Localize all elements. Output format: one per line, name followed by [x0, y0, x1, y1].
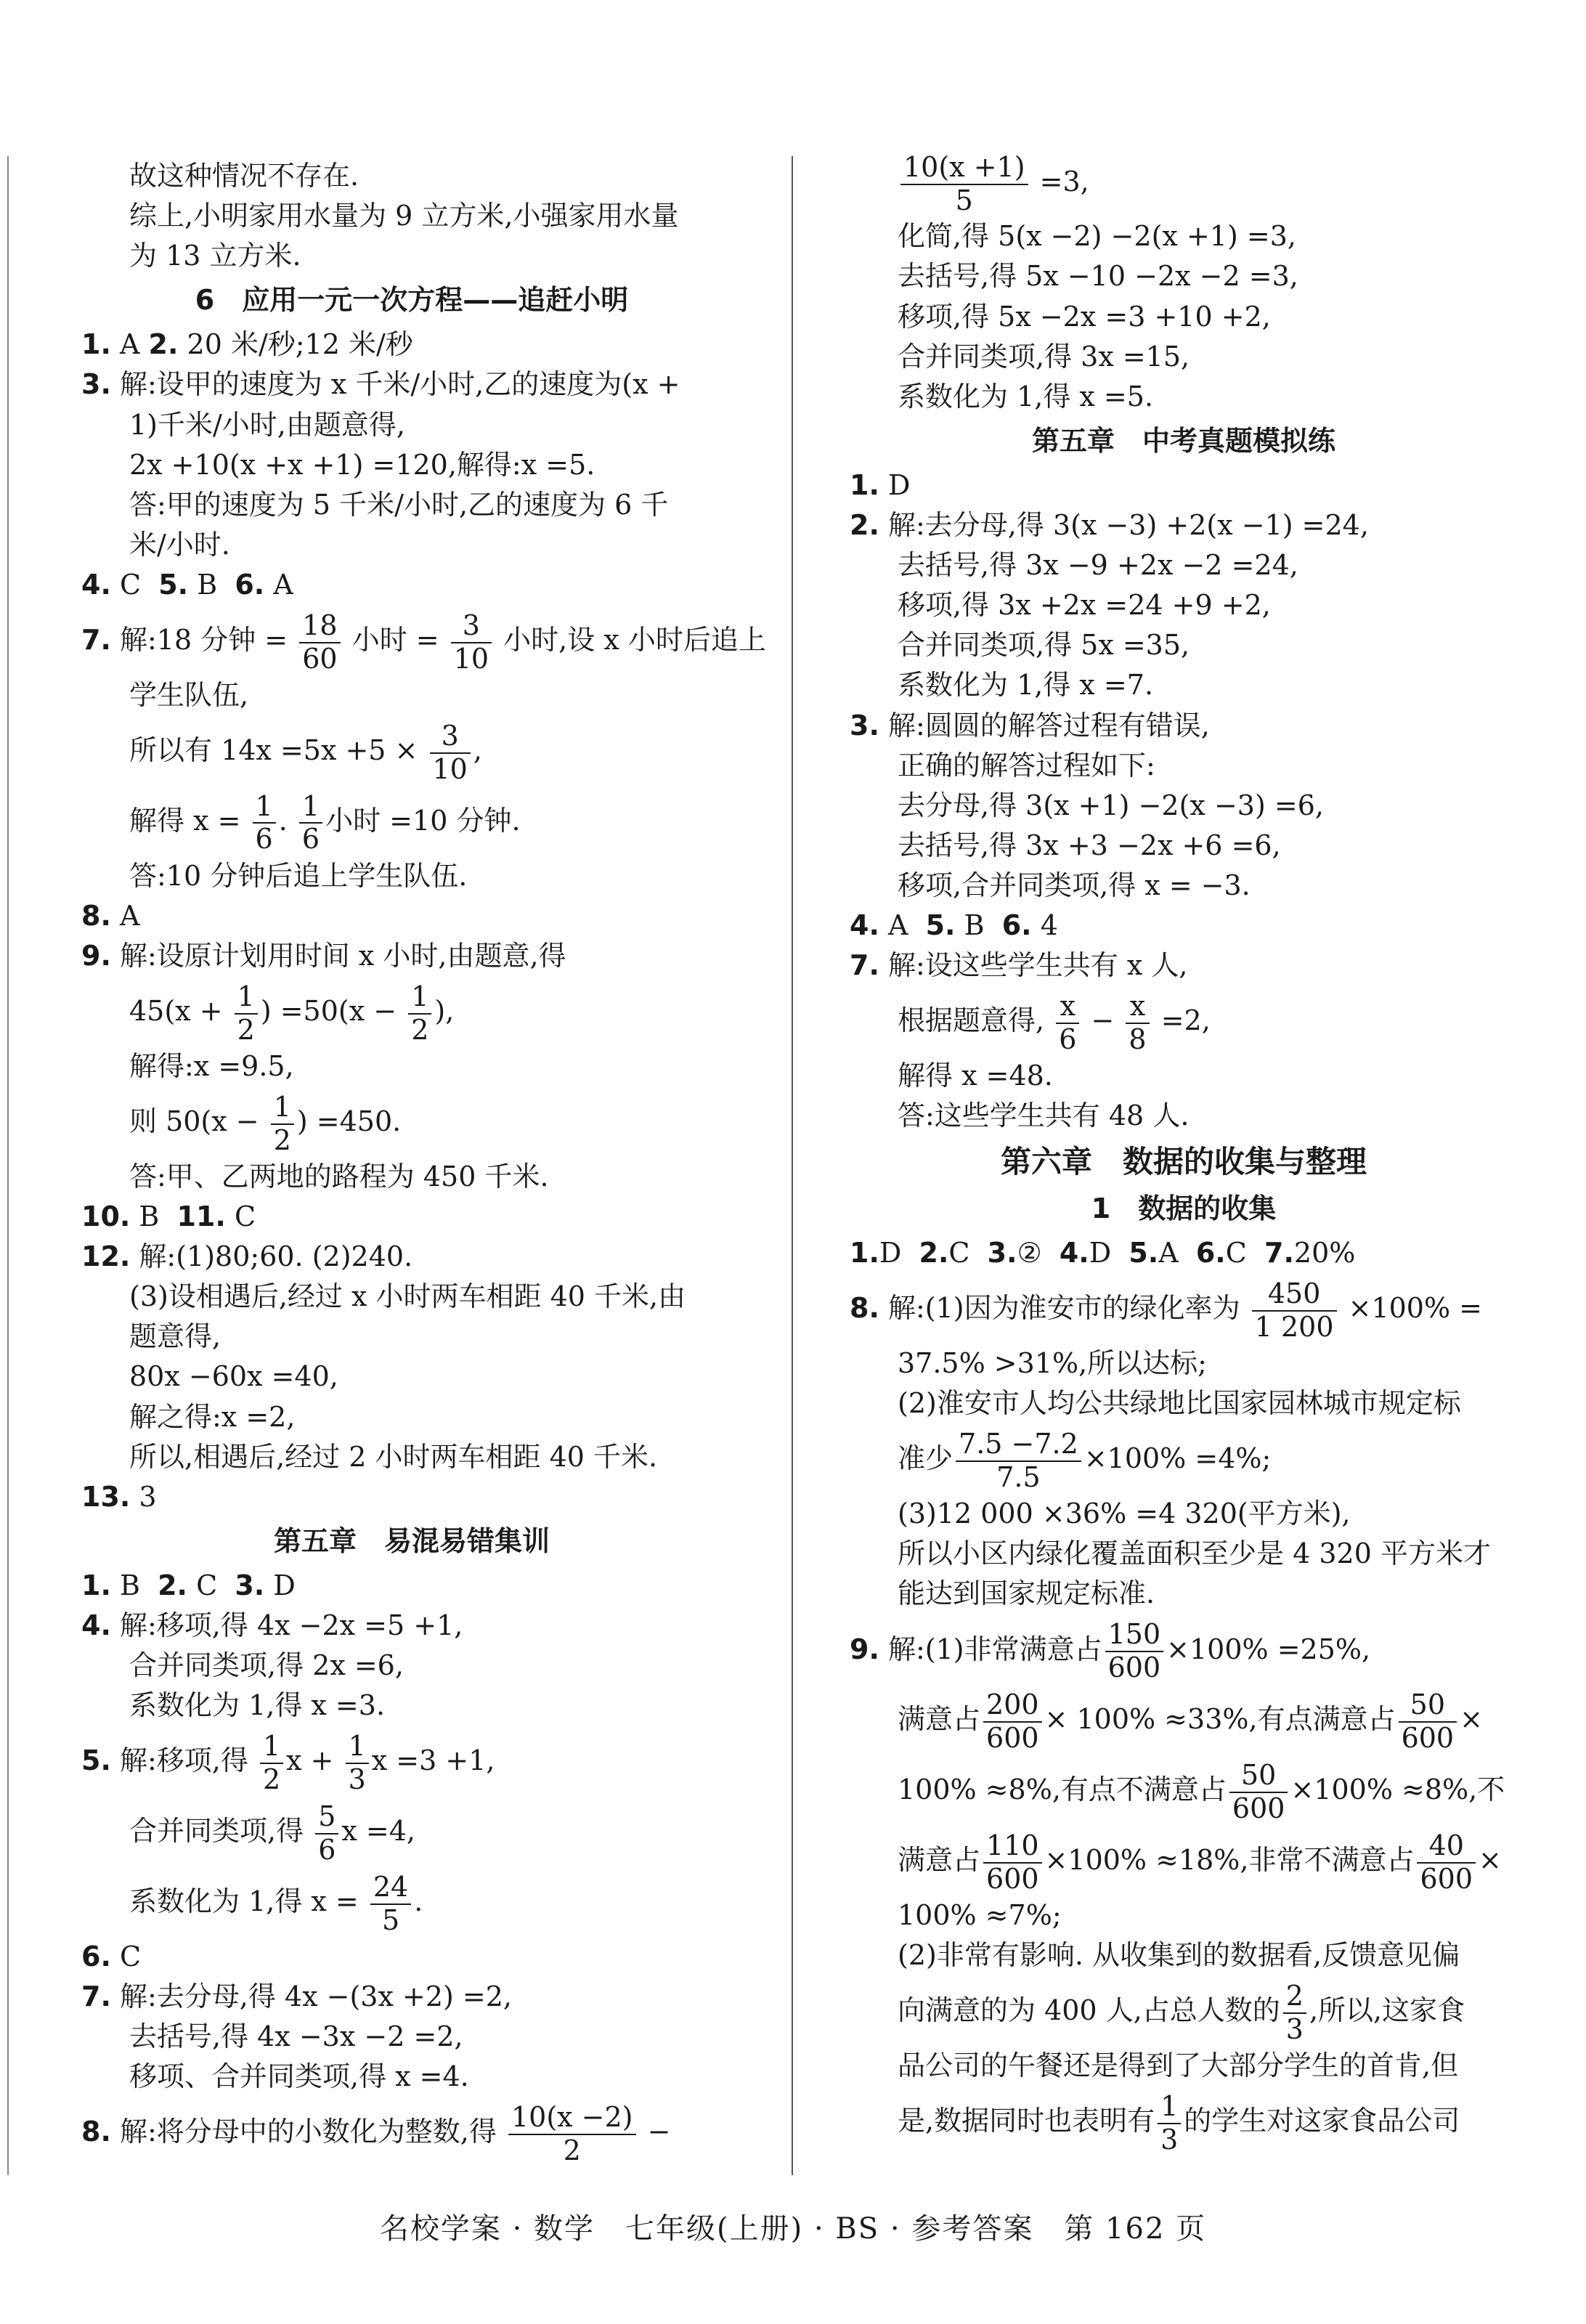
numerator: x [1056, 991, 1079, 1024]
text-span: , [473, 734, 482, 767]
answer-line [81, 1237, 742, 1277]
section-heading: 1 数据的收集 [1091, 1193, 1277, 1225]
text-line: 移项,得 3x +2x =24 +9 +2, [898, 589, 1271, 622]
fraction [983, 1689, 1042, 1754]
answer-line [81, 1566, 742, 1606]
question-number: 6. [1001, 909, 1032, 941]
text-line [81, 715, 742, 786]
fraction [299, 791, 322, 856]
text-line: (3)设相遇后,经过 x 小时两车相距 40 千米,由 [129, 1280, 686, 1313]
text-line [850, 1975, 1518, 2046]
answer-text: A [1158, 1237, 1179, 1269]
fraction [271, 1092, 294, 1156]
denominator: 7.5 [996, 1460, 1041, 1493]
answer-line [81, 1197, 742, 1237]
text-line: 答:10 分钟后追上学生队伍. [129, 859, 468, 892]
question-number: 4. [81, 1609, 111, 1641]
text-line: 80x −60x =40, [129, 1360, 338, 1393]
column-divider [792, 156, 793, 2175]
text-line [81, 1866, 742, 1937]
text-span: ×100% ≈8%,不 [1290, 1774, 1505, 1806]
text-line: 品公司的午餐还是得到了大部分学生的首肯,但 [898, 2049, 1459, 2082]
denominator: 3 [348, 1763, 366, 1795]
answer-text: B [197, 568, 218, 601]
fraction [253, 791, 276, 856]
text-line: 为 13 立方米. [129, 240, 301, 272]
numerator: 2 [1283, 1980, 1306, 2014]
fraction [315, 1801, 338, 1866]
numerator: 50 [1229, 1760, 1288, 1793]
answer-text: B [964, 909, 985, 941]
fraction [1158, 2091, 1181, 2156]
answer-text: C [119, 568, 142, 601]
text-line: 去括号,得 5x −10 −2x −2 =3, [898, 260, 1298, 293]
text-line: 答:甲、乙两地的路程为 450 千米. [129, 1160, 549, 1193]
answer-line [81, 2097, 742, 2167]
text-line: 37.5% >31%,所以达标; [898, 1347, 1207, 1380]
question-number: 5. [158, 568, 189, 601]
denominator: 3 [1160, 2123, 1179, 2156]
text-span: ) =450. [296, 1105, 402, 1138]
text-line: 故这种情况不存在. [129, 160, 359, 192]
answer-line [850, 706, 1518, 746]
text-line: (2)淮安市人均公共绿地比国家园林城市规定标 [898, 1387, 1461, 1420]
fraction [1399, 1689, 1457, 1754]
text-line: 题意得, [129, 1320, 221, 1353]
answer-text: A [119, 899, 140, 932]
question-number: 6. [235, 568, 265, 601]
text-span: x + [286, 1744, 334, 1777]
question-number: 3. [235, 1569, 265, 1601]
numerator: 1 [408, 981, 431, 1015]
text-span: ) =50(x − [260, 995, 397, 1028]
numerator: 1 [346, 1731, 369, 1764]
answer-text: D [273, 1569, 296, 1601]
text-line: (2)非常有影响. 从收集到的数据看,反馈意见偏 [898, 1939, 1460, 1972]
question-number: 1. [81, 1569, 111, 1601]
denominator: 6 [1059, 1023, 1077, 1055]
text-line: 所以小区内绿化覆盖面积至少是 4 320 平方米才 [898, 1537, 1491, 1570]
numerator: 7.5 −7.2 [956, 1429, 1081, 1462]
text-line: 去括号,得 3x +3 −2x +6 =6, [898, 829, 1281, 861]
right-column [850, 151, 1518, 2156]
text-line: 答:这些学生共有 48 人. [898, 1100, 1190, 1132]
answer-text: C [119, 1940, 142, 1972]
text-span: . [414, 1885, 423, 1918]
answer-text: 解:18 分钟 = [119, 624, 288, 657]
text-line [850, 1423, 1518, 1494]
answer-line [850, 466, 1518, 505]
numerator: 10(x +1) [900, 152, 1028, 185]
text-line [850, 986, 1518, 1056]
answer-text: D [1089, 1237, 1112, 1269]
question-number: 7. [850, 949, 879, 982]
text-span: − [647, 2116, 671, 2148]
question-number: 2. [919, 1237, 949, 1269]
numerator: 24 [370, 1872, 411, 1905]
answer-text: C [234, 1200, 256, 1233]
question-number: 12. [81, 1240, 131, 1273]
question-number: 11. [176, 1200, 226, 1233]
text-line: 系数化为 1,得 x =7. [898, 669, 1154, 702]
text-line: 移项,合并同类项,得 x = −3. [898, 869, 1250, 901]
answer-text: 解:设这些学生共有 x 人, [887, 949, 1188, 982]
text-span: 准少 [898, 1442, 953, 1475]
denominator: 2 [262, 1763, 281, 1795]
text-span: 解:将分母中的小数化为整数,得 [119, 2116, 497, 2148]
denominator: 1 200 [1254, 1310, 1334, 1343]
text-line: 1)千米/小时,由题意得, [129, 408, 405, 441]
answer-line [850, 1233, 1518, 1273]
answer-line [81, 936, 742, 976]
text-line: 解得:x =9.5, [129, 1049, 294, 1082]
question-number: 4. [1059, 1237, 1089, 1269]
fraction [260, 1731, 283, 1795]
fraction [1252, 1278, 1337, 1343]
denominator: 600 [1232, 1792, 1285, 1824]
text-span: x =4, [341, 1815, 415, 1848]
answer-text: 解:圆圆的解答过程有错误, [887, 709, 1210, 742]
fraction [346, 1731, 369, 1795]
answer-line [81, 565, 742, 605]
text-line [850, 1684, 1518, 1755]
fraction [1417, 1830, 1476, 1895]
answer-text: D [879, 1237, 902, 1269]
answer-text: A [887, 909, 908, 941]
answer-text: 解:移项,得 4x −2x =5 +1, [119, 1609, 463, 1641]
text-line: 合并同类项,得 2x =6, [129, 1649, 404, 1682]
numerator: 3 [451, 610, 492, 643]
answer-text: D [887, 468, 911, 501]
question-number: 10. [81, 1200, 131, 1233]
text-line [850, 152, 1518, 216]
numerator: 3 [430, 720, 471, 754]
text-span: 满意占 [898, 1844, 981, 1877]
fraction [1056, 991, 1079, 1055]
text-span: 45(x + [129, 995, 223, 1028]
denominator: 2 [237, 1013, 255, 1046]
fraction [1126, 991, 1149, 1055]
question-number: 4. [850, 909, 879, 941]
text-span: × [1460, 1703, 1483, 1736]
text-line: 米/小时. [129, 528, 230, 561]
section-heading: 第五章 易混易错集训 [273, 1524, 550, 1557]
numerator: 150 [1105, 1619, 1164, 1652]
answer-text: 解:去分母,得 3(x −3) +2(x −1) =24, [887, 509, 1369, 542]
denominator: 600 [1401, 1721, 1455, 1754]
text-span: =2, [1160, 1004, 1211, 1037]
answer-line [81, 1606, 742, 1646]
denominator: 600 [986, 1862, 1039, 1895]
text-line [850, 2086, 1518, 2156]
text-line: 2x +10(x +x +1) =120,解得:x =5. [129, 448, 595, 481]
text-span: 小时 =10 分钟. [325, 804, 521, 837]
question-number: 9. [81, 939, 111, 972]
answer-line [850, 1273, 1518, 1344]
page-edge-line [7, 156, 9, 2175]
numerator: 40 [1417, 1830, 1476, 1864]
denominator: 2 [273, 1124, 291, 1156]
question-number: 5. [925, 909, 956, 941]
text-line: 学生队伍, [129, 678, 249, 711]
text-line: 合并同类项,得 3x =15, [898, 340, 1190, 373]
question-number: 7. [1264, 1237, 1294, 1269]
text-span: 解:(1)非常满意占 [887, 1633, 1102, 1665]
denominator: 8 [1128, 1023, 1147, 1055]
answer-text: 解:去分母,得 4x −(3x +2) =2, [119, 1980, 513, 2013]
text-span: 所以有 14x =5x +5 × [129, 734, 418, 767]
text-line: 化简,得 5(x −2) −2(x +1) =3, [898, 220, 1296, 253]
numerator: 1 [299, 791, 322, 824]
answer-line [81, 1477, 742, 1517]
denominator: 3 [1285, 2012, 1304, 2045]
question-number: 3. [81, 368, 111, 401]
text-line [81, 1086, 742, 1157]
question-number: 1. [81, 328, 111, 361]
answer-text: 20% [1293, 1237, 1356, 1269]
denominator: 6 [301, 823, 320, 856]
denominator: 2 [411, 1013, 429, 1046]
text-span: 则 50(x − [129, 1105, 259, 1138]
text-line: (3)12 000 ×36% =4 320(平方米), [898, 1498, 1351, 1530]
section-heading: 第五章 中考真题模拟练 [1031, 424, 1335, 457]
numerator: 1 [1158, 2091, 1181, 2124]
text-span: ×100% =25%, [1166, 1633, 1371, 1665]
answer-text: C [1225, 1237, 1247, 1269]
question-number: 5. [81, 1744, 111, 1777]
question-number: 8. [81, 2116, 111, 2148]
question-number: 2. [158, 1569, 187, 1601]
text-span: ), [434, 995, 455, 1028]
answer-text: C [196, 1569, 218, 1601]
text-line: 去括号,得 4x −3x −2 =2, [129, 2020, 463, 2053]
answer-text: C [948, 1237, 970, 1269]
answer-line [81, 1937, 742, 1977]
text-line: 解之得:x =2, [129, 1400, 296, 1433]
fraction [1105, 1619, 1164, 1683]
question-number: 3. [987, 1237, 1017, 1269]
text-span: 系数化为 1,得 x = [129, 1885, 359, 1918]
text-span: 合并同类项,得 [129, 1815, 304, 1848]
denominator: 5 [955, 184, 973, 216]
text-line [81, 786, 742, 856]
numerator: 1 [260, 1731, 283, 1764]
text-span: 100% ≈8%,有点不满意占 [898, 1774, 1227, 1806]
answer-text: B [139, 1200, 160, 1233]
text-span: − [1091, 1004, 1115, 1037]
fraction [235, 981, 258, 1046]
fraction [956, 1429, 1081, 1493]
question-number: 6. [81, 1940, 111, 1972]
fraction [299, 610, 340, 675]
text-span: × 100% ≈33%,有点满意占 [1044, 1703, 1396, 1736]
answer-text: 小时,设 x 小时后追上 [503, 624, 766, 657]
fraction [508, 2102, 636, 2166]
text-span: x =3 +1, [371, 1744, 495, 1777]
numerator: 1 [253, 791, 276, 824]
answer-text: A [119, 328, 140, 361]
text-line: 去括号,得 3x −9 +2x −2 =24, [898, 549, 1298, 582]
answer-line [850, 505, 1518, 545]
answer-text: A [273, 568, 293, 601]
answer-line [81, 605, 766, 675]
denominator: 600 [1420, 1862, 1473, 1895]
text-span: 满意占 [898, 1703, 981, 1736]
text-span: 解:(1)因为淮安市的绿化率为 [887, 1292, 1240, 1325]
text-line [850, 1825, 1518, 1896]
numerator: 450 [1252, 1278, 1337, 1312]
answer-text: 解:设原计划用时间 x 小时,由题意,得 [119, 939, 566, 972]
fraction [1283, 1980, 1306, 2045]
answer-text: ② [1017, 1237, 1042, 1269]
answer-line [81, 325, 742, 365]
question-number: 1. [850, 1237, 879, 1269]
answer-text: 3 [139, 1480, 157, 1513]
question-number: 13. [81, 1480, 131, 1513]
text-span: 向满意的为 400 人,占总人数的 [898, 1994, 1280, 2027]
question-number: 2. [850, 509, 879, 542]
answer-text: 解:(1)80;60. (2)240. [139, 1240, 413, 1273]
text-line: 合并同类项,得 5x =35, [898, 629, 1190, 662]
question-number: 3. [850, 709, 879, 742]
denominator: 2 [563, 2134, 581, 2166]
text-line: 正确的解答过程如下: [898, 749, 1155, 781]
numerator: 18 [299, 610, 340, 643]
text-line: 所以,相遇后,经过 2 小时两车相距 40 千米. [129, 1440, 658, 1473]
text-span: × [1479, 1844, 1502, 1877]
question-number: 4. [81, 568, 111, 601]
text-span: 解得 x = [129, 804, 241, 837]
question-number: 2. [148, 328, 179, 361]
left-column [81, 156, 766, 2167]
question-number: 9. [850, 1633, 879, 1665]
numerator: 1 [235, 981, 258, 1015]
text-line: 能达到国家规定标准. [898, 1577, 1155, 1610]
text-line [81, 976, 742, 1047]
fraction [430, 720, 471, 785]
text-line: 答:甲的速度为 5 千米/小时,乙的速度为 6 千 [129, 488, 669, 521]
answer-line [81, 365, 742, 405]
numerator: 10(x −2) [508, 2102, 636, 2135]
text-span: ×100% = [1348, 1292, 1483, 1325]
answer-line [850, 946, 1518, 986]
text-line: 100% ≈7%; [898, 1899, 1062, 1932]
text-span: 是,数据同时也表明有 [898, 2105, 1155, 2137]
text-line: 移项、合并同类项,得 x =4. [129, 2060, 469, 2093]
text-span: . [278, 804, 288, 837]
text-line: 解得 x =48. [898, 1060, 1053, 1092]
text-line [81, 1796, 742, 1866]
denominator: 600 [1107, 1651, 1161, 1684]
denominator: 5 [381, 1904, 400, 1936]
numerator: 50 [1399, 1689, 1457, 1723]
text-span: 根据题意得, [898, 1004, 1045, 1037]
question-number: 7. [81, 624, 111, 657]
denominator: 6 [255, 823, 273, 856]
fraction [1229, 1760, 1288, 1824]
text-line: 去分母,得 3(x +1) −2(x −3) =6, [898, 789, 1324, 821]
numerator: 1 [271, 1092, 294, 1125]
question-number: 5. [1128, 1237, 1159, 1269]
text-line [850, 1755, 1518, 1825]
text-line: 综上,小明家用水量为 9 立方米,小强家用水量 [129, 200, 679, 232]
answer-line [81, 1726, 742, 1796]
denominator: 60 [302, 642, 338, 675]
text-span: 的学生对这家食品公司 [1184, 2105, 1460, 2137]
text-line: 系数化为 1,得 x =3. [129, 1689, 386, 1722]
denominator: 10 [432, 752, 468, 785]
answer-line [850, 1614, 1518, 1685]
denominator: 10 [453, 642, 489, 675]
text-span: ×100% =4%; [1083, 1442, 1272, 1475]
text-line: 移项,得 5x −2x =3 +10 +2, [898, 300, 1271, 333]
fraction [370, 1872, 411, 1936]
question-number: 8. [850, 1292, 879, 1325]
fraction [983, 1830, 1042, 1895]
answer-text: 小时 = [351, 624, 439, 657]
question-number: 7. [81, 1980, 111, 2013]
numerator: 200 [983, 1689, 1042, 1723]
denominator: 6 [318, 1833, 336, 1866]
answer-text: 4 [1040, 909, 1058, 941]
chapter-heading: 第六章 数据的收集与整理 [1000, 1144, 1367, 1180]
numerator: 5 [315, 1801, 338, 1835]
answer-text: 20 米/秒;12 米/秒 [187, 328, 413, 361]
question-number: 6. [1195, 1237, 1226, 1269]
numerator: 110 [983, 1830, 1042, 1864]
answer-text: 解:设甲的速度为 x 千米/小时,乙的速度为(x + [119, 368, 680, 401]
text-span: 解:移项,得 [119, 1744, 248, 1777]
text-line: 系数化为 1,得 x =5. [898, 380, 1154, 413]
denominator: 600 [986, 1721, 1039, 1754]
text-span: ,所以,这家食 [1309, 1994, 1465, 2027]
answer-line [81, 896, 742, 936]
question-number: 1. [850, 468, 879, 501]
answer-line [81, 1977, 742, 2017]
fraction [451, 610, 492, 675]
question-number: 8. [81, 899, 111, 932]
answer-line [850, 906, 1518, 946]
fraction [408, 981, 431, 1046]
fraction [900, 152, 1028, 216]
page-footer: 名校学案 · 数学 七年级(上册) · BS · 参考答案 第 162 页 [379, 2212, 1207, 2246]
text-span: ×100% ≈18%,非常不满意占 [1044, 1844, 1415, 1877]
answer-text: B [119, 1569, 140, 1601]
numerator: x [1126, 991, 1149, 1024]
section-heading: 6 应用一元一次方程——追赶小明 [195, 284, 629, 317]
text-span: =3, [1039, 166, 1089, 198]
